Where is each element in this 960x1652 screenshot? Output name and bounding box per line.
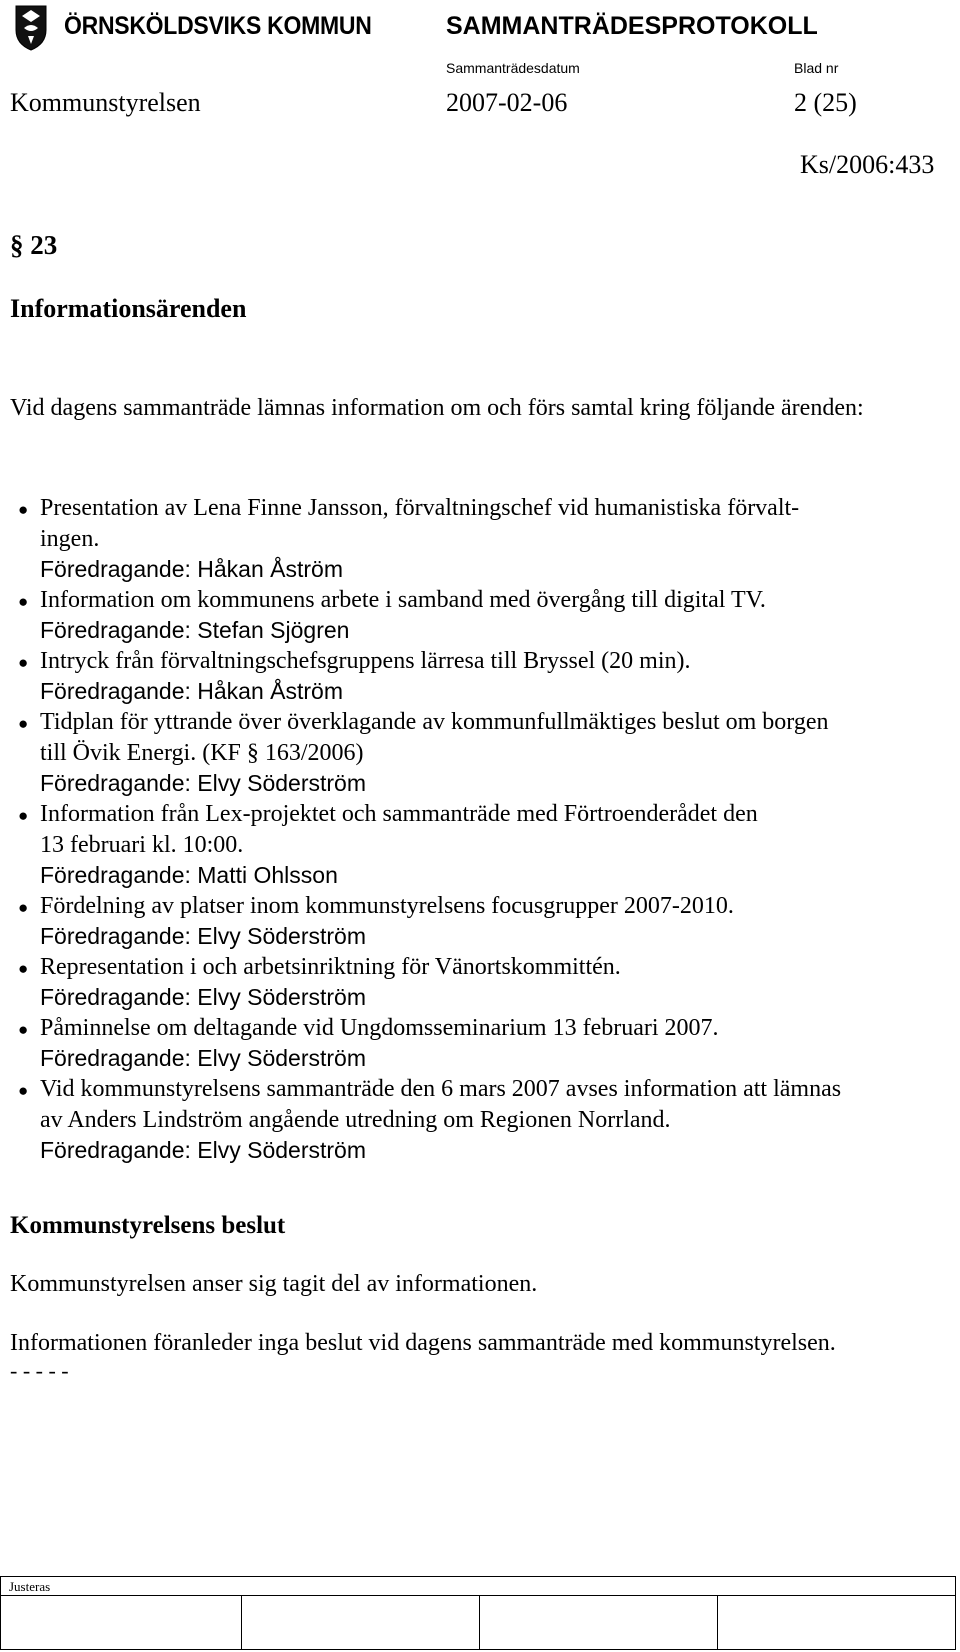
page-number: 2 (25) [794,88,857,117]
organization-name: ÖRNSKÖLDSVIKS KOMMUN [64,12,372,40]
signature-cell [241,1595,242,1649]
list-item-text: 13 februari kl. 10:00. [40,832,244,858]
signature-cell [479,1595,480,1649]
decision-heading: Kommunstyrelsens beslut [10,1212,286,1239]
list-item-presenter: Föredragande: Matti Ohlsson [40,862,338,888]
list-item-text: Fördelning av platser inom kommunstyrelsens focusgrupper 2007-2010. [40,893,734,919]
decision-text-2: Informationen föranleder inga beslut vid dagens sammanträde med kommunstyrelsen. [10,1330,836,1356]
list-item-presenter: Föredragande: Elvy Söderström [40,984,366,1010]
decision-text: Kommunstyrelsen anser sig tagit del av informationen. [10,1271,538,1297]
signature-label: Justeras [9,1579,51,1594]
list-item-text: Presentation av Lena Finne Jansson, förvaltningschef vid humanistiska förvalt- [40,495,800,521]
case-number: Ks/2006:433 [800,150,935,179]
list-item-presenter: Föredragande: Elvy Söderström [40,1137,366,1163]
bullet-icon: ● [18,592,29,611]
list-item-presenter: Föredragande: Håkan Åström [40,556,343,582]
meeting-date: 2007-02-06 [446,88,568,117]
page-label: Blad nr [794,60,839,76]
list-item-text: Tidplan för yttrande över överklagande av kommunfullmäktiges beslut om borgen [40,709,829,735]
list-item-presenter: Föredragande: Elvy Söderström [40,923,366,949]
table-divider [1,1595,955,1596]
bullet-icon: ● [18,1020,29,1039]
document-type: SAMMANTRÄDESPROTOKOLL [446,12,818,40]
list-item-text: Information från Lex-projektet och sammanträde med Förtroenderådet den [40,801,758,827]
list-item-text: av Anders Lindström angående utredning om Regionen Norrland. [40,1107,671,1133]
list-item-text: Påminnelse om deltagande vid Ungdomsseminarium 13 februari 2007. [40,1015,719,1041]
list-item-text: Vid kommunstyrelsens sammanträde den 6 mars 2007 avses information att lämnas [40,1076,842,1102]
intro-paragraph: Vid dagens sammanträde lämnas information om och förs samtal kring följande ärenden: [10,395,864,421]
signature-table [0,1576,956,1650]
list-item-presenter: Föredragande: Elvy Söderström [40,1045,366,1071]
bullet-icon: ● [18,500,29,519]
list-item-presenter: Föredragande: Håkan Åström [40,678,343,704]
date-label: Sammanträdesdatum [446,60,580,76]
bullet-icon: ● [18,1081,29,1100]
section-heading: Informationsärenden [10,294,247,323]
list-item-text: Representation i och arbetsinriktning för Vänortskommittén. [40,954,621,980]
bullet-icon: ● [18,714,29,733]
list-item-text: till Övik Energi. (KF § 163/2006) [40,740,364,766]
bullet-icon: ● [18,959,29,978]
bullet-icon: ● [18,898,29,917]
list-item-presenter: Föredragande: Elvy Söderström [40,770,366,796]
list-item-text: Information om kommunens arbete i samband med övergång till digital TV. [40,587,766,613]
bullet-icon: ● [18,653,29,672]
committee-name: Kommunstyrelsen [10,88,201,117]
bullet-icon: ● [18,806,29,825]
list-item-text: ingen. [40,526,100,552]
list-item-presenter: Föredragande: Stefan Sjögren [40,617,350,643]
list-item-text: Intryck från förvaltningschefsgruppens lärresa till Bryssel (20 min). [40,648,691,674]
municipal-crest-icon [14,2,48,52]
section-number: § 23 [10,230,58,260]
end-mark: - - - - - [10,1358,69,1383]
signature-cell [717,1595,718,1649]
